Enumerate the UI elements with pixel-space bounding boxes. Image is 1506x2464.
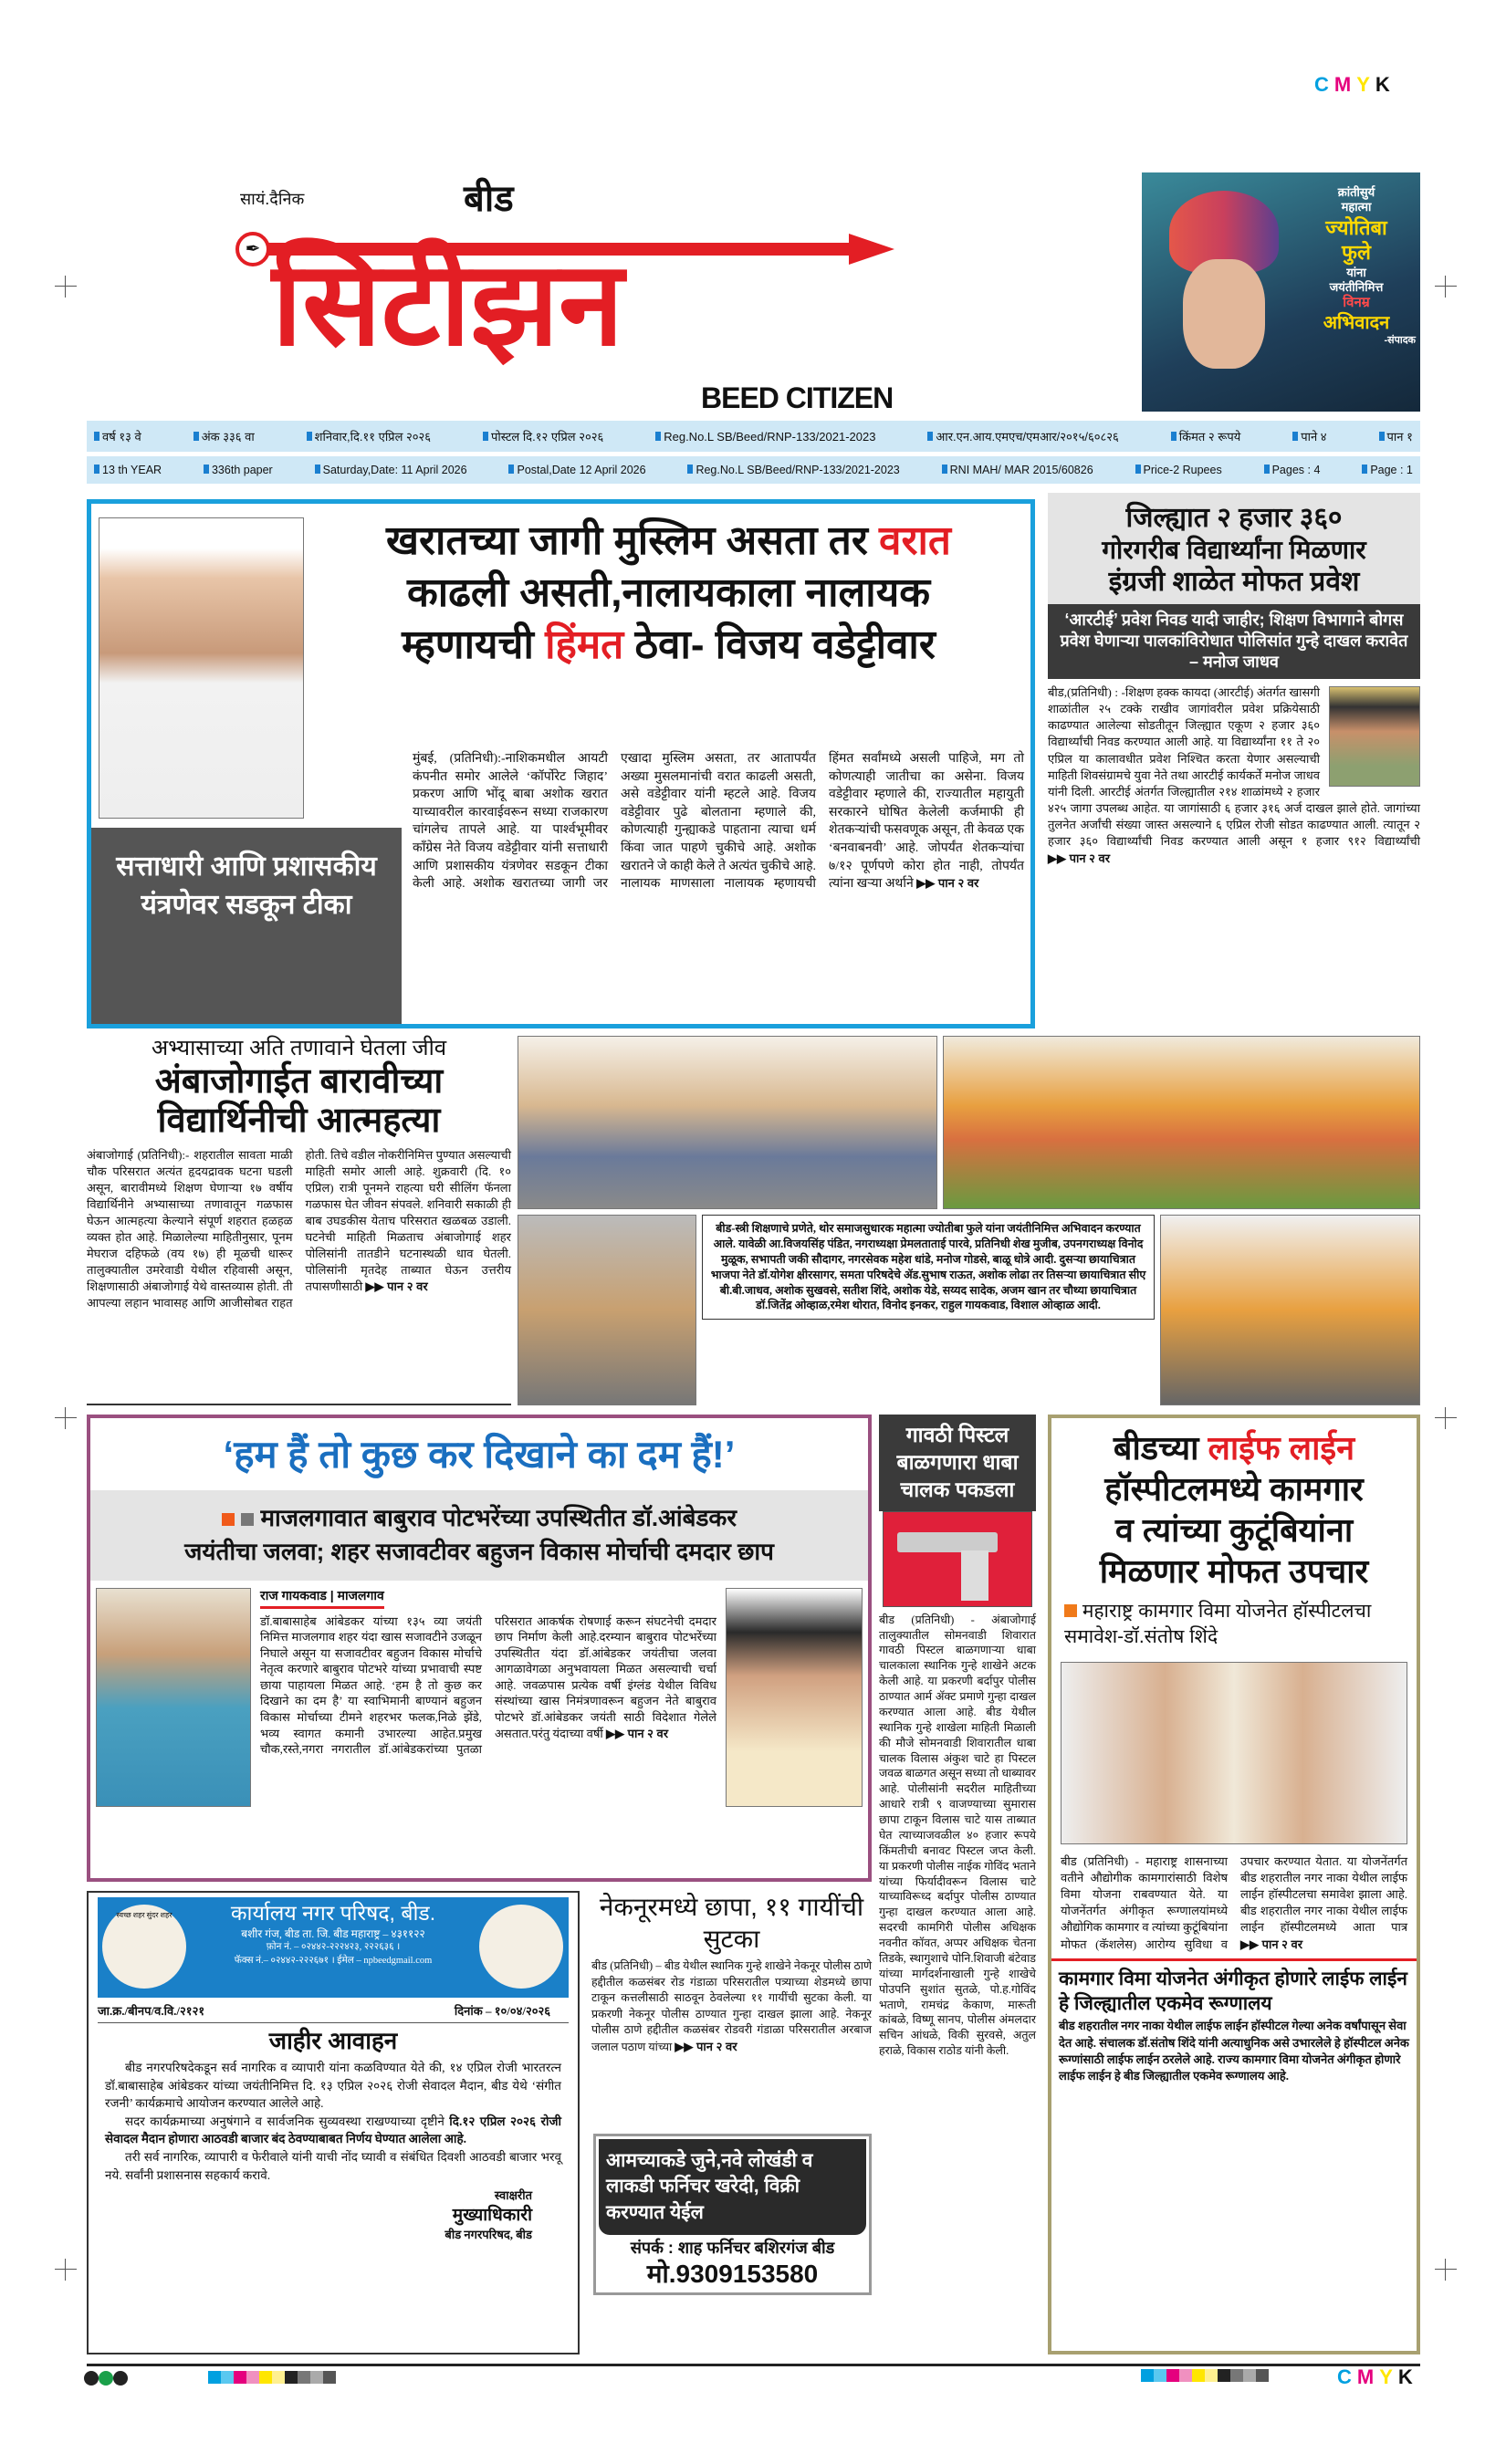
bullet-icon xyxy=(241,1513,254,1526)
continued-link[interactable]: ▶▶ पान २ वर xyxy=(365,1279,428,1293)
lead-callout-box: सत्ताधारी आणि प्रशासकीय यंत्रणेवर सडकून टीका xyxy=(91,828,402,1024)
hospital-headline: हॉस्पीटलमध्ये कामगार xyxy=(1104,1470,1364,1508)
notice-phone: फ़ोन नं. – ०२४४२-२२२४२३, २२२६३६ । xyxy=(266,1942,401,1953)
suicide-headline: अंबाजोगाईत बारावीच्या xyxy=(154,1061,444,1101)
continued-link[interactable]: ▶▶ पान २ वर xyxy=(675,2039,737,2053)
hospital-photo xyxy=(1061,1662,1407,1844)
tribute-text: क्रांतीसुर्य xyxy=(1337,185,1375,199)
footer-rule xyxy=(87,2364,1420,2366)
notice-ref: जा.क्र./बीनप/व.वि./२१२१ xyxy=(98,2004,205,2018)
continued-link[interactable]: ▶▶ पान २ वर xyxy=(606,1726,669,1740)
registration-dots xyxy=(84,2371,128,2390)
portrait-illustration xyxy=(1183,259,1265,369)
babu-rao-photo xyxy=(726,1588,863,1807)
notice-paragraph: तरी सर्व नागरिक, व्यापारी व फेरीवाले यांनी याची नोंद घ्यावी व संबंधित दिवशी आठवडी बाजार भरवू नये. सर्वांनी प्रशासनास सहकार्य करावे. xyxy=(105,2150,561,2182)
furniture-mobile: मो.9309153580 xyxy=(646,2259,819,2288)
info-item: Saturday,Date: 11 April 2026 xyxy=(315,464,467,476)
info-item: शनिवार,दि.११ एप्रिल २०२६ xyxy=(307,428,431,444)
ambedkar-photo xyxy=(96,1588,251,1807)
info-item: वर्ष १३ वे xyxy=(94,428,141,444)
notice-paragraph: बीड नगरपरिषदेकडून सर्व नागरिक व व्यापारी यांना कळविण्यात येते की, १४ एप्रिल रोजी भारतरत्न डॉ.बाबासाहेब आंबेडकर यांच्या जयंतीनिमित्त दि. १३ एप्रिल २०२६ रोजी सेवादल मैदान, बीड येथे ‘संगीत रजनी’ कार्यक्रमाचे आयोजन करण्यात आलेले आहे. xyxy=(105,2061,561,2111)
info-item: RNI MAH/ MAR 2015/60826 xyxy=(942,464,1093,476)
info-item: Postal,Date 12 April 2026 xyxy=(508,464,645,476)
tribute-text: यांना xyxy=(1346,265,1366,279)
lead-headline-line2: काढली असती,नालायकाला नालायक xyxy=(406,570,931,616)
color-swatch-strip xyxy=(1141,2369,1269,2384)
registration-mark xyxy=(55,2259,77,2281)
info-item: Reg.No.L SB/Beed/RNP-133/2021-2023 xyxy=(655,430,875,444)
rte-subheadline: ‘आरटीई’ प्रवेश निवड यादी जाहीर; शिक्षण विभागाने बोगस प्रवेश घेणाऱ्या पालकांविरोधात पोलिसांत गुन्हे दाखल करावेत – मनोज जाधव xyxy=(1048,604,1420,679)
notice-officer: मुख्याधिकारी xyxy=(452,2205,532,2225)
ambedkar-subheadline: जयंतीचा जलवा; शहर सजावटीवर बहुजन विकास मोर्चाची दमदार छाप xyxy=(184,1538,774,1566)
tribute-text: जयंतीनिमित्त xyxy=(1329,279,1384,294)
furniture-contact: संपर्क : शाह फर्निचर बशिरगंज बीड xyxy=(630,2239,835,2258)
notice-council: बीड नगरपरिषद, बीड xyxy=(444,2228,532,2242)
rte-headline: गोरगरीब विद्यार्थ्यांना मिळणार xyxy=(1102,536,1366,564)
leader-photo xyxy=(99,517,304,819)
info-item: Pages : 4 xyxy=(1264,464,1321,476)
registration-mark xyxy=(55,1407,77,1429)
masthead-title: सिटीझन xyxy=(272,239,624,370)
registration-mark xyxy=(1435,1407,1457,1429)
info-item: अंक ३३६ वा xyxy=(193,428,255,444)
rte-headline: इंग्रजी शाळेत मोफत प्रवेश xyxy=(1108,566,1360,597)
notice-title: जाहीर आवाहन xyxy=(268,2027,398,2054)
tribute-text: विनम्र xyxy=(1343,295,1370,310)
info-bar-english xyxy=(87,456,1420,484)
hospital-box-body: बीड शहरातील नगर नाका येथील लाईफ लाईन हॉस्पीटल गेल्या अनेक वर्षांपासून सेवा देत आहे. संचालक डॉ.संतोष शिंदे यांनी अत्याधुनिक असे उभारलेले हे हॉस्पीटल अनेक रूग्णांसाठी लाईफ लाईन ठरलेले आहे. राज्य कामगार विमा योजनेत अंगीकृत होणारे लाईफ लाईन हे बीड जिल्ह्यातील एकमेव रूग्णालय आहे. xyxy=(1059,2019,1409,2083)
registration-mark xyxy=(1435,2259,1457,2281)
kicker: अभ्यासाच्या अति तणावाने घेतला जीव xyxy=(151,1036,447,1060)
ambedkar-subheadline: माजलगावात बाबुराव पोटभरेंच्या उपस्थितीत डॉ.आंबेडकर xyxy=(101,1501,857,1536)
info-item: आर.एन.आय.एमएच/एमआर/२०१५/६०८२६ xyxy=(927,428,1118,444)
notice-signed: स्वाक्षरीत xyxy=(494,2188,532,2203)
suicide-body: अंबाजोगाई (प्रतिनिधी):- शहरातील सावता माळी चौक परिसरात अत्यंत हृदयद्रावक घटना घडली असून, बारावीमध्ये शिक्षण घेणाऱ्या १७ वर्षीय विद्यार्थिनीने अभ्यासाच्या तणावातून गळफास घेऊन आत्महत्या केल्याने संपूर्ण शहरात हळहळ व्यक्त होत आहे. मिळालेल्या माहितीनुसार, पूनम मेघराज दहिफळे (वय १७) ही मूळची धारूर तालुक्यातील उमरेवाडी येथील रहिवासी असून, शिक्षणासाठी अंबाजोगाई येथे वास्तव्यास होती. ती आपल्या लहान भावासह आणि आजीसोबत राहत होती. तिचे वडील नोकरीनिमित्त पुण्यात असल्याची माहिती समोर आली आहे. शुक्रवारी (दि. १० एप्रिल) रात्री पूनमने राहत्या घरी सीलिंग फॅनला गळफास घेत जीवन संपवले. शनिवारी सकाळी ही बाब उघडकीस येताच परिसरात खळबळ उडाली. घटनेची माहिती मिळताच अंबाजोगाई शहर पोलिसांनी तातडीने घटनास्थळी धाव घेतली. पोलिसांनी मृतदेह ताब्यात घेऊन उत्तरीय तपासणीसाठी ▶▶ पान २ वर xyxy=(87,1148,511,1310)
masthead-english: BEED CITIZEN xyxy=(701,381,894,414)
masthead-logo xyxy=(235,175,966,417)
hospital-headline: मिळणार मोफत उपचार xyxy=(1099,1552,1369,1590)
continued-link[interactable]: ▶▶ पान २ वर xyxy=(916,876,979,891)
hospital-box-headline: कामगार विमा योजनेत अंगीकृत होणारे लाईफ लाईन हे जिल्ह्यातील एकमेव रूग्णालय xyxy=(1059,1968,1407,2015)
council-emblem-right xyxy=(479,1905,563,1989)
continued-link[interactable]: ▶▶ पान २ वर xyxy=(1048,851,1111,865)
tribute-text: फुले xyxy=(1342,241,1371,264)
notice-paragraph: सदर कार्यक्रमाच्या अनुषंगाने व सार्वजनिक सुव्यवस्था राखण्याच्या दृष्टीने दि.१२ एप्रिल २०२६ रोजी सेवादल मैदान होणारा आठवडी बाजार बंद ठेवण्याबाबत निर्णय घेण्यात आलेला आहे. xyxy=(105,2114,561,2146)
notice-header xyxy=(98,1897,569,1998)
hospital-body: बीड (प्रतिनिधी) - महाराष्ट्र शासनाच्या वतीने औद्योगीक कामगारांसाठी विशेष विमा योजना राबवण्यात येते. या योजनेंतर्गत अंगीकृत रूग्णालयांमध्ये औद्योगिक कामगार व त्यांच्या कुटूंबियांना मोफत (कॅशलेस) आरोग्य सुविधा व उपचार करण्यात येतात. या योजनेंतर्गत बीड शहरातील नगर नाका येथील लाईफ लाईन हॉस्पीटलचा समावेश झाला आहे. बीड शहरातील नगर नाका येथील लाईफ लाईन हॉस्पीटलमध्ये आता पात्र ▶▶ पान २ वर xyxy=(1051,1848,1417,1961)
furniture-ad xyxy=(593,2134,872,2295)
notice-fax: फॅक्स नं.– ०२४४२-२२२६७१ । ईमेल – npbeedgmail.com xyxy=(234,1956,433,1967)
ambedkar-body: डॉ.बाबासाहेब आंबेडकर यांच्या १३५ व्या जयंती निमित्त माजलगाव शहर यंदा खास सजावटीने उजळून निघाले असून या सजावटीवर बहुजन विकास मोर्चाचे नेतृत्व करणारे बाबुराव पोटभरे यांच्या प्रभावाची स्पष्ट छाया पाहायला मिळत आहे. ‘हम है तो कुछ कर दिखाने का दम है’ या स्वाभिमानी बाण्यानं बहुजन विकास मोर्चाच्या टीमने शहरभर फलक,निळे झेंडे, भव्य स्वागत कमानी उभारल्या आहेत.प्रमुख चौक,रस्ते,नगरा नगरातील डॉ.आंबेडकरांच्या पुतळा परिसरात आकर्षक रोषणाई करून संघटनेची दमदार छाप निर्माण केली आहे.दरम्यान बाबुराव पोटभरेंच्या उपस्थितीत यंदा डॉ.आंबेडकर जयंतीचा जलवा आगळावेगळा अनुभवायला मिळत असल्याची चर्चा आहे. जवळपास प्रत्येक वर्षी इंग्लंड येथील विविध संस्थांच्या खास निमंत्रणावरून बहुजन नेते बाबुराव पोटभरे डॉ.आंबेडकर जयंती साठी विदेशात गेलेले असतात.परंतु यंदाच्या वर्षी ▶▶ पान २ वर xyxy=(260,1613,716,1757)
info-bar-marathi xyxy=(87,421,1420,452)
tribute-ad xyxy=(1142,172,1420,412)
registration-mark xyxy=(1435,276,1457,298)
event-photo-1 xyxy=(518,1036,937,1209)
notice-address: बशीर गंज, बीड ता. जि. बीड महाराष्ट्र – ४३११२२ xyxy=(241,1926,425,1940)
pen-emblem-icon: ✒ xyxy=(235,232,270,266)
continued-link[interactable]: ▶▶ पान २ वर xyxy=(1240,1937,1303,1951)
suicide-headline: विद्यार्थिनीची आत्महत्या xyxy=(157,1101,441,1141)
info-item: पाने ४ xyxy=(1292,428,1326,444)
registration-mark xyxy=(55,276,77,298)
cows-headline: नेकनूरमध्ये छापा, ११ गायींची सुटका xyxy=(599,1893,864,1953)
info-item: किंमत २ रूपये xyxy=(1171,428,1241,444)
pistol-headline: गावठी पिस्टल बाळगणारा धाबा चालक पकडला xyxy=(879,1415,1036,1511)
byline: राज गायकवाड | माजलगाव xyxy=(260,1588,384,1609)
bullet-icon xyxy=(1064,1604,1077,1617)
info-item: Price-2 Rupees xyxy=(1135,464,1222,476)
info-item: पान १ xyxy=(1379,428,1413,444)
lead-body: मुंबई, (प्रतिनिधी):-नाशिकमधील आयटी कंपनीत समोर आलेले ‘कॉर्पोरेट जिहाद’ प्रकरण आणि भोंदू बाबा अशोक खरात याच्यावरील कारवाईवरून सध्या राजकारण चांगलेच तापले आहे. या पार्श्वभूमीवर काँग्रेस नेते विजय वडेट्टीवार यांनी सत्ताधारी आणि प्रशासकीय यंत्रणेवर सडकून टीका केली आहे. अशोक खरातच्या जागी जर एखादा मुस्लिम असता, तर आतापर्यंत अख्या मुसलमानांची वरात काढली असती, असे वडेट्टीवार यांनी म्हटले आहे. विजय वडेट्टीवार पुढे बोलताना म्हणाले की, कोणत्याही गुन्ह्याकडे पाहताना त्याचा धर्म किंवा जात पाहणे चुकीचे आहे. अशोक खरातने जे काही केले ते अत्यंत चुकीचे आहे. नालायक माणसाला नालायक म्हणायची हिंमत सर्वांमध्ये असली पाहिजे, मग तो कोणत्याही जातीचा का असेना. विजय वडेट्टीवार म्हणाले की, राज्यातील महायुती सरकारने घोषित केलेली कर्जमाफी ही शेतकऱ्यांची फसवणूक असून, ती केवळ एक ‘बनवाबनवी’ आहे. जोपर्यंत शेतकऱ्यांचा ७/१२ पूर्णपणे कोरा होत नाही, तोपर्यंत त्यांना खऱ्या अर्थाने ▶▶ पान २ वर xyxy=(413,752,1024,892)
hindi-quote-headline: ‘हम हैं तो कुछ कर दिखाने का दम हैं!’ xyxy=(223,1433,736,1476)
notice-date: दिनांक – १०/०४/२०२६ xyxy=(454,2004,550,2018)
furniture-ad-text: आमच्याकडे जुने,नवे लोखंडी व लाकडी फर्निचर खरेदी, विक्री करण्यात येईल xyxy=(599,2139,866,2235)
pistol-story[interactable] xyxy=(879,1415,1036,2354)
ambedkar-story[interactable] xyxy=(87,1415,872,1882)
notice-office: कार्यालय नगर परिषद, बीड. xyxy=(230,1901,436,1925)
tribute-sign: -संपादक xyxy=(1384,334,1416,346)
pen-nib-icon xyxy=(849,234,894,265)
rte-body: बीड,(प्रतिनिधी) : -शिक्षण हक्क कायदा (आरटीई) अंतर्गत खासगी शाळांतील २५ टक्के राखीव जागांवरील प्रवेश प्रक्रियेसाठी काढण्यात आलेल्या सोडतीतून जिल्ह्यात एकूण २ हजार ३६० विद्यार्थ्यांची निवड करण्यात आली आहे. या विद्यार्थ्यांना ११ ते २० एप्रिल या कालावधीत प्रवेश निश्चित करता येणार असल्याची माहिती शिवसंग्रामचे युवा नेते तथा आरटीई कार्यकर्ते मनोज जाधव यांनी दिली. आरटीई अंतर्गत जिल्ह्यातील २१४ शाळांमध्ये २ हजार ४२५ जागा उपलब्ध आहेत. या जागांसाठी ६ हजार ३१६ अर्ज दाखल झाले होते. जागांच्या तुलनेत अर्जांची संख्या जास्त असल्याने ६ एप्रिल रोजी सोडत काढण्यात आली. त्यातून २ हजार ३६० विद्यार्थ्यांची निवड करण्यात आली असून १ हजार ९१२ विद्यार्थ्यांची ▶▶ पान २ वर xyxy=(1048,684,1420,865)
lead-story[interactable] xyxy=(87,499,1035,1028)
hospital-story[interactable] xyxy=(1048,1415,1420,2354)
bullet-icon xyxy=(222,1513,235,1526)
suicide-story[interactable] xyxy=(87,1036,511,1405)
tribute-text: ज्योतिबा xyxy=(1325,215,1387,239)
rte-headline: जिल्ह्यात २ हजार ३६० xyxy=(1125,503,1343,533)
info-item: Page : 1 xyxy=(1362,464,1413,476)
event-photo-4 xyxy=(1160,1215,1420,1405)
info-item: पोस्टल दि.१२ एप्रिल २०२६ xyxy=(483,428,603,444)
pistol-photo xyxy=(883,1511,1032,1607)
info-item: 13 th YEAR xyxy=(94,464,162,476)
event-photo-3 xyxy=(518,1215,696,1405)
tribute-text: अभिवादन xyxy=(1323,312,1390,333)
event-photo-2 xyxy=(943,1036,1420,1209)
hospital-headline: व त्यांच्या कुटूंबियांना xyxy=(1114,1511,1354,1549)
hospital-headline: बीडच्या लाईफ लाईन xyxy=(1113,1429,1355,1467)
lead-headline-line1: खरातच्या जागी मुस्लिम असता तर वरात xyxy=(386,518,951,563)
cmyk-marker-bottom: CMYK xyxy=(1337,2365,1418,2388)
jayanti-photo-collage xyxy=(518,1036,1420,1405)
photo-caption: बीड-स्त्री शिक्षणाचे प्रणेते, थोर समाजसुधारक महात्मा ज्योतीबा फुले यांना जयंतीनिमित्त अभिवादन करण्यात आले. यावेळी आ.विजयसिंह पंडित, नगराध्यक्षा प्रेमलताताई पारवे, प्रतिनिधी शेख मुजीब, उपनगराध्यक्ष विनोद मुळूक, सभापती जकी सौदागर, नगरसेवक महेश धांडे, मनोज गोडसे, बाळू धोत्रे आदी. दुसऱ्या छायाचित्रात भाजपा नेते डॉ.योगेश क्षीरसागर, समता परिषदेचे ॲड.सुभाष राऊत, अशोक लोढा तर तिसऱ्या छायाचित्रात सीए बी.बी.जाधव, अशोक सुखवसे, सतीश शिंदे, अशोक येडे, सय्यद सादेक, अजम खान तर चौथ्या छायाचित्रात डॉ.जितेंद्र ओव्हाळ,रमेश थोरात, विनोद इनकर, राहुल गायकवाड, विशाल ओव्हाळ आदी. xyxy=(702,1215,1155,1320)
info-item: Reg.No.L SB/Beed/RNP-133/2021-2023 xyxy=(687,464,899,476)
manoj-jadhav-photo xyxy=(1329,686,1420,787)
council-seal-left: स्वच्छ शहर सुंदर शहर xyxy=(102,1905,186,1989)
cows-story[interactable] xyxy=(591,1891,872,2055)
hospital-subheadline: महाराष्ट्र कामगार विमा योजनेत हॉस्पीटलचा समावेश-डॉ.संतोष शिंदे xyxy=(1064,1601,1372,1648)
municipal-notice xyxy=(87,1891,580,2354)
tribute-text: महात्मा xyxy=(1341,200,1372,214)
cmyk-marker-top: CMYK xyxy=(1314,73,1396,96)
pistol-body: बीड (प्रतिनिधी) - अंबाजोगाई तालुक्यातील सोमनवाडी शिवारात गावठी पिस्टल बाळगणाऱ्या धाबा चालकाला स्थानिक गुन्हे शाखेने अटक केली आहे. या प्रकरणी बर्दापुर पोलीस ठाण्यात आर्म ॲक्ट प्रमाणे गुन्हा दाखल करण्यात आला आहे. बीड येथील स्थानिक गुन्हे शाखेला माहिती मिळाली की मौजे सोमनवाडी शिवारातील धाबा चालक विलास अंकुश चाटे हा पिस्टल जवळ बाळगत असून सध्या तो धाब्यावर आहे. पोलीसांनी सदरील माहितीच्या आधारे रात्री ९ वाजण्याच्या सुमारास छापा टाकून विलास चाटे यास ताब्यात घेत त्याच्याजवळील ४० हजार रूपये किंमतीची बनावट पिस्टल जप्त केली. या प्रकरणी पोलीस नाईक गोविंद भताने यांच्या फिर्यादीवरून विलास चाटे याच्याविरूध्द बर्दापुर पोलीस ठाण्यात गुन्हा दाखल करण्यात आला आहे. सदरची कामगिरी पोलीस अधिक्षक नवनीत कॉवत, अप्पर अधिक्षक चेतना तिडके, स्थागुशाचे पोनि.शिवाजी बंटेवाड यांच्या मार्गदर्शनाखाली गुन्हे शाखेचे पोउपनि सुशांत सुतळे, पो.ह.गोविंद भताणे, रामचंद्र केकाण, मारूती कांबळे, विष्णू सानप, पोलीस अंमलदार सचिन आंधळे, विकी सुरवसे, अतुल हराळे, विकास राठोड यांनी केली. xyxy=(879,1613,1036,2058)
lead-headline-line3: म्हणायची हिंमत ठेवा- विजय वडेट्टीवार xyxy=(402,622,936,668)
tagline: सायं.दैनिक xyxy=(240,190,305,208)
info-item: 336th paper xyxy=(204,464,273,476)
cows-body: बीड (प्रतिनिधी) – बीड येथील स्थानिक गुन्हे शाखेने नेकनूर पोलीस ठाणे हद्दीतील कळसंबर रोड गंडाळा परिसरातील पत्र्याच्या शेडमध्ये छापा टाकून कत्तलीसाठी साठवून ठेवलेल्या ११ गायींची सुटका केली. या प्रकरणी नेकनूर पोलीस ठाण्यात गुन्हा दाखल झाला आहे. नेकनूर पोलीस ठाणे हद्दीतील कळसंबर रोडवरी गंडाळा परिसरातील अरबाज जलाल पठाण यांच्या xyxy=(591,1959,872,2053)
masthead-city: बीड xyxy=(464,179,514,219)
rte-story[interactable] xyxy=(1048,493,1420,1018)
color-swatch-strip xyxy=(208,2371,336,2386)
